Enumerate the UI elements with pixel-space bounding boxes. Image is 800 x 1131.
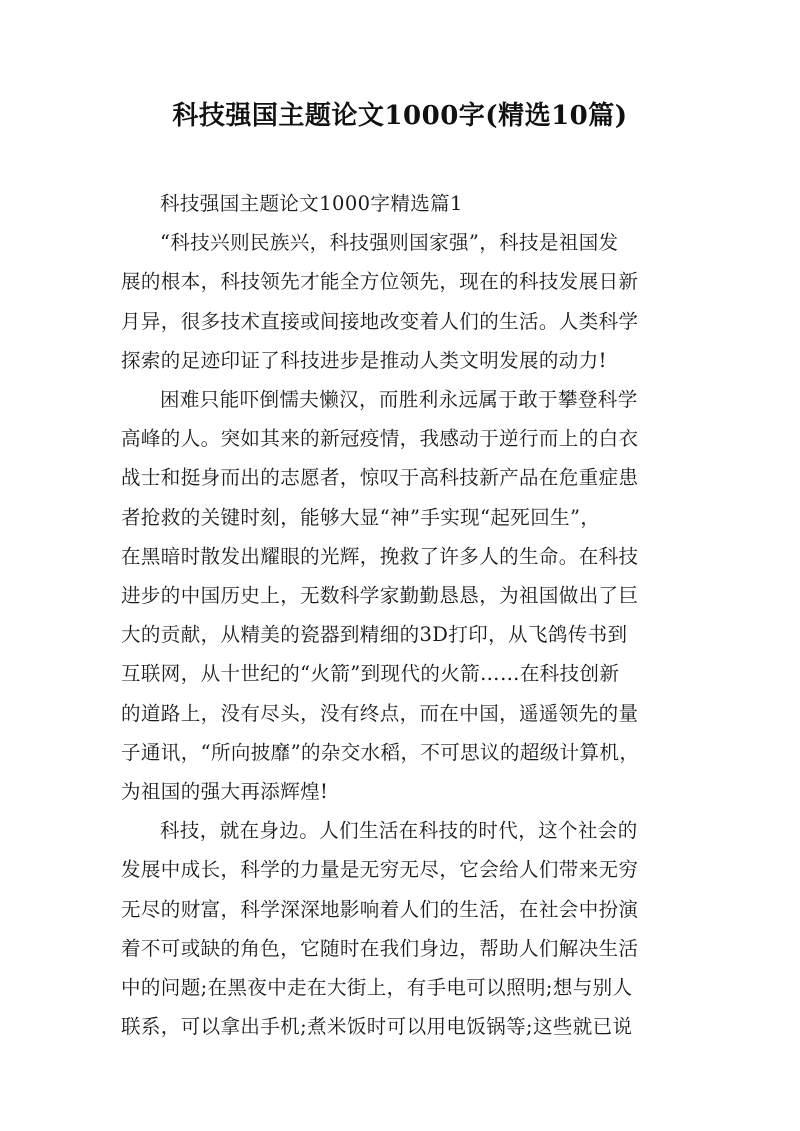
document-title: 科技强国主题论文1000字(精选10篇) bbox=[172, 101, 628, 131]
paragraph-3: 科技，就在身边。人们生活在科技的时代，这个社会的 发展中成长，科学的力量是无穷无尽，它会给人们带来无穷 无尽的财富，科学深深地影响着人们的生活，在社会中扮演 着不可或缺的角色，它随时在我们身边，帮助人们解决生活 中的问题;在黑夜中走在大街上，有手电可以照明;想与别人 联系，可以拿出手机;煮米饭时可以用电饭锅等;这些就已说 bbox=[121, 819, 639, 1039]
paragraph-2: 困难只能吓倒懦夫懒汉，而胜利永远属于敢于攀登科学 高峰的人。突如其来的新冠疫情，我感动于逆行而上的白衣 战士和挺身而出的志愿者，惊叹于高科技新产品在危重症患 者抢救的关键时刻，能够大显“神”手实现“起死回生”， 在黑暗时散发出耀眼的光辉，挽救了许多人的生命。在科技 进步的中国历史上，无数科学家勤勤恳恳，为祖国做出了巨 大的贡献，从精美的瓷器到精细的3D打印，从飞鸽传书到 互联网，从十世纪的“火箭”到现代的火箭……在科技创新 的道路上，没有尽头，没有终点，而在中国，遥遥领先的量 子通讯，“所向披靡”的杂交水稻，不可思议的超级计算机， 为祖国的强大再添辉煌! bbox=[121, 388, 640, 804]
paragraph-1: “科技兴则民族兴，科技强则国家强”，科技是祖国发 展的根本，科技领先才能全方位领先，现在的科技发展日新 月异，很多技术直接或间接地改变着人们的生活。人类科学 探索的足迹印证了科技进步是推动人类文明发展的动力! bbox=[121, 231, 639, 372]
document-body bbox=[121, 184, 681, 1046]
section-heading: 科技强国主题论文1000字精选篇1 bbox=[160, 192, 463, 215]
